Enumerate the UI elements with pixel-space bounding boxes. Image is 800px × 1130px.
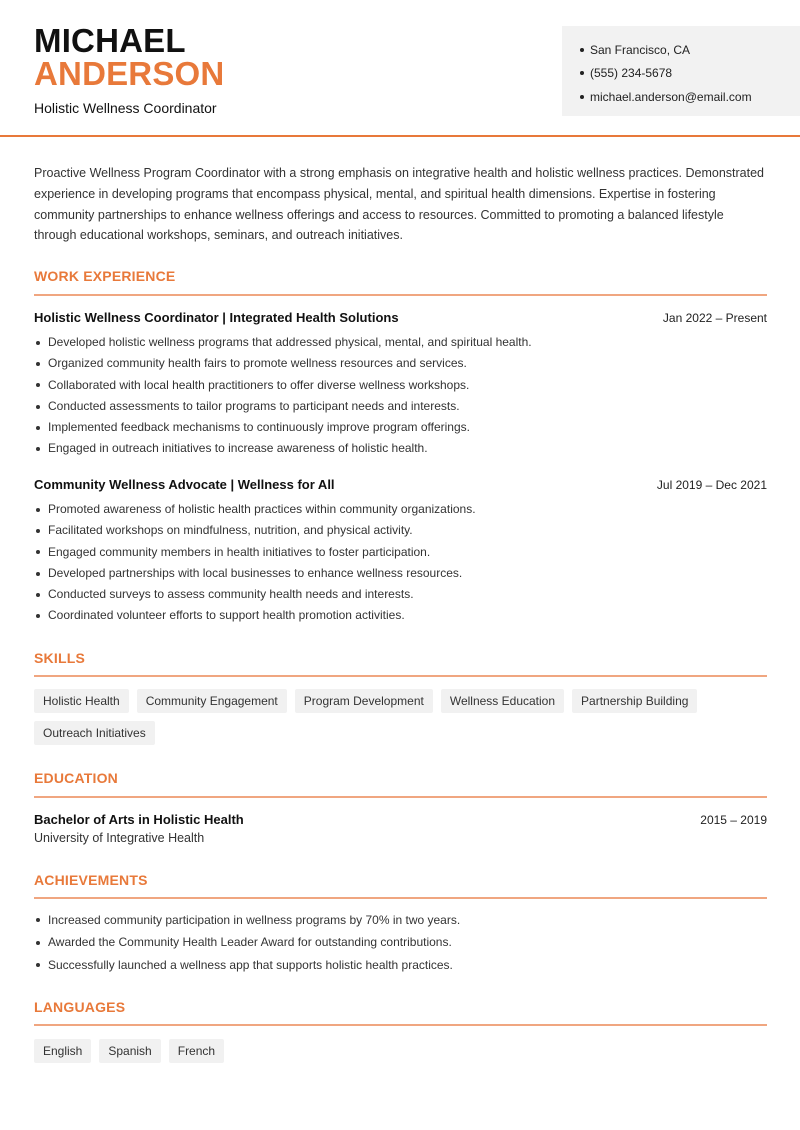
section-title-achievements: ACHIEVEMENTS [34,872,148,888]
bullet-icon [36,508,40,512]
bullet-text: Conducted surveys to assess community health needs and interests. [48,587,414,602]
skills-list [34,689,767,745]
list-item [34,954,767,977]
bullet-icon [580,71,584,75]
last-name: ANDERSON [34,55,225,92]
job-bullets [34,332,767,460]
bullet-icon [36,529,40,533]
languages-list [34,1039,767,1063]
language-tag: English [34,1039,91,1063]
skill-tag: Outreach Initiatives [34,721,155,745]
bullet-icon [580,48,584,52]
summary: Proactive Wellness Program Coordinator with a strong emphasis on integrative health and holistic wellness practices. Demonstrated experience in developing programs that encompass physical, mental, and spiritual health dimensions. Expertise in fostering community partnerships to enhance wellness offerings and access to resources. Committed to promoting a balanced lifestyle through educational workshops, seminars, and outreach initiatives. [34,166,764,243]
job-entry-header [34,310,767,325]
bullet-icon [36,941,40,945]
school-name: University of Integrative Health [34,831,205,845]
bullet-text: Successfully launched a wellness app that supports holistic health practices. [48,957,453,972]
list-item [34,605,767,626]
bullet-text: Engaged community members in health initiatives to foster participation. [48,544,431,559]
bullet-text: Organized community health fairs to promote wellness resources and services. [48,356,467,371]
email-text: michael.anderson@email.com [590,89,752,104]
bullet-icon [36,550,40,554]
bullet-icon [36,341,40,345]
skill-tag: Program Development [295,689,433,713]
bullet-icon [36,593,40,597]
list-item [34,353,767,374]
bullet-icon [580,95,584,99]
section-title-skills: SKILLS [34,650,85,666]
bullet-icon [36,918,40,922]
job-dates: Jan 2022 – Present [662,311,767,325]
skill-tag: Partnership Building [572,689,697,713]
job-title-company: Holistic Wellness Coordinator | Integrated Health Solutions [34,310,399,325]
job-title: Holistic Wellness Coordinator [34,100,217,116]
skill-tag: Wellness Education [441,689,564,713]
bullet-text: Awarded the Community Health Leader Award for outstanding contributions. [48,935,452,950]
bullet-text: Coordinated volunteer efforts to support health promotion activities. [48,608,405,623]
contact-location [580,38,800,62]
bullet-icon [36,963,40,967]
degree: Bachelor of Arts in Holistic Health [34,812,244,827]
section-title-education: EDUCATION [34,770,118,786]
bullet-icon [36,405,40,409]
list-item [34,584,767,605]
section-divider [34,1024,767,1026]
bullet-text: Promoted awareness of holistic health practices within community organizations. [48,502,476,516]
location-text: San Francisco, CA [590,42,691,57]
job-title-company: Community Wellness Advocate | Wellness for All [34,477,335,492]
list-item [34,438,767,459]
bullet-text: Developed holistic wellness programs that addressed physical, mental, and spiritual health. [48,335,532,349]
list-item [34,520,767,541]
section-divider [34,897,767,899]
first-name: MICHAEL [34,22,186,59]
list-item [34,396,767,417]
list-item [34,332,767,353]
language-tag: Spanish [99,1039,160,1063]
job-entry-header [34,477,767,492]
list-item [34,375,767,396]
bullet-icon [36,572,40,576]
bullet-text: Conducted assessments to tailor programs to participant needs and interests. [48,398,460,413]
job-bullets [34,499,767,627]
list-item [34,932,767,955]
phone-text: (555) 234-5678 [590,66,673,81]
section-title-languages: LANGUAGES [34,999,126,1015]
achievements-list [34,909,767,977]
education-entry-header [34,812,767,827]
list-item [34,542,767,563]
skill-tag: Community Engagement [137,689,287,713]
bullet-text: Collaborated with local health practitioners to offer diverse wellness workshops. [48,377,470,392]
bullet-icon [36,362,40,366]
bullet-text: Increased community participation in wellness programs by 70% in two years. [48,912,461,927]
skill-tag: Holistic Health [34,689,129,713]
list-item [34,417,767,438]
language-tag: French [169,1039,224,1063]
list-item [34,499,767,520]
bullet-icon [36,614,40,618]
contact-box [562,26,800,116]
section-divider [34,796,767,798]
section-divider [34,675,767,677]
contact-email [580,85,800,109]
bullet-icon [36,383,40,387]
bullet-icon [36,426,40,430]
section-divider [34,294,767,296]
bullet-text: Engaged in outreach initiatives to increase awareness of holistic health. [48,441,428,456]
bullet-icon [36,447,40,451]
bullet-text: Implemented feedback mechanisms to continuously improve program offerings. [48,420,470,435]
list-item [34,563,767,584]
list-item [34,909,767,932]
bullet-text: Developed partnerships with local businesses to enhance wellness resources. [48,565,463,580]
resume-header [0,0,800,137]
education-dates: 2015 – 2019 [700,813,767,827]
bullet-text: Facilitated workshops on mindfulness, nutrition, and physical activity. [48,523,413,538]
contact-phone [580,62,800,86]
job-dates: Jul 2019 – Dec 2021 [656,478,767,492]
section-title-work: WORK EXPERIENCE [34,268,176,284]
